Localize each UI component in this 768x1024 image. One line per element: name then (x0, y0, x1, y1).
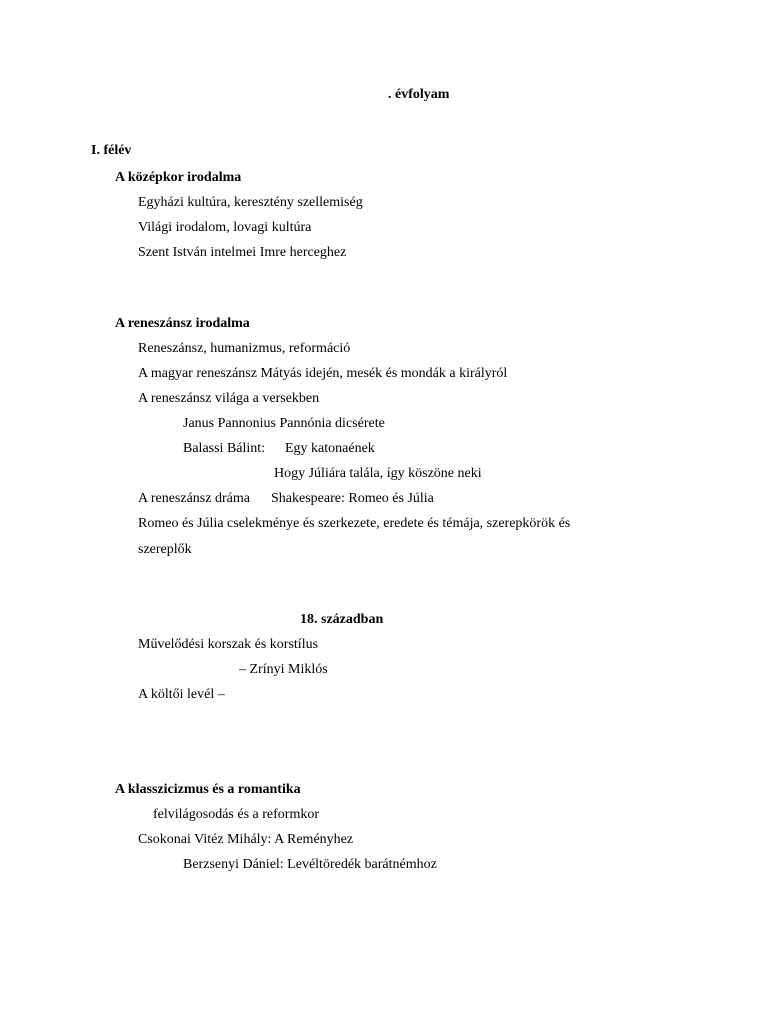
list-item: Egyházi kultúra, keresztény szellemiség (138, 195, 363, 210)
section-heading-renaissance: A reneszánsz irodalma (115, 316, 250, 331)
list-item-drama-title: Shakespeare: Romeo és Júlia (271, 491, 434, 506)
list-item-drama-label: A reneszánsz dráma (138, 491, 250, 506)
list-item-balassi-poem: Hogy Júliára talála, így köszöne neki (274, 466, 482, 481)
list-item: Szent István intelmei Imre herceghez (138, 245, 347, 260)
list-item: szereplők (138, 542, 192, 557)
section-heading-classicism: A klasszicizmus és a romantika (115, 782, 301, 797)
list-item: Reneszánsz, humanizmus, reformáció (138, 341, 351, 356)
list-item: Csokonai Vitéz Mihály: A Reményhez (138, 832, 354, 847)
list-item: A reneszánsz világa a versekben (138, 391, 320, 406)
section-heading-medieval: A középkor irodalma (115, 170, 242, 185)
list-item: Berzsenyi Dániel: Levéltöredék barátnémhoz (183, 857, 437, 872)
list-item: A költői levél – (138, 687, 225, 702)
list-item-balassi-author: Balassi Bálint: (183, 441, 266, 456)
list-item: felvilágosodás és a reformkor (153, 807, 319, 822)
section-heading-18th: 18. században (300, 612, 384, 627)
list-item: A magyar reneszánsz Mátyás idején, mesék és mondák a királyról (138, 366, 508, 381)
list-item-janus: Janus Pannonius Pannónia dicsérete (183, 416, 385, 431)
list-item-balassi-poem: Egy katonaének (285, 441, 375, 456)
page-title: . évfolyam (388, 87, 450, 102)
list-item: Romeo és Júlia cselekménye és szerkezete, eredete és témája, szerepkörök és (138, 516, 571, 531)
list-item: Világi irodalom, lovagi kultúra (138, 220, 312, 235)
list-item: – Zrínyi Miklós (239, 662, 328, 677)
list-item: Művelődési korszak és korstílus (138, 637, 319, 652)
semester-title: I. félév (91, 143, 132, 158)
